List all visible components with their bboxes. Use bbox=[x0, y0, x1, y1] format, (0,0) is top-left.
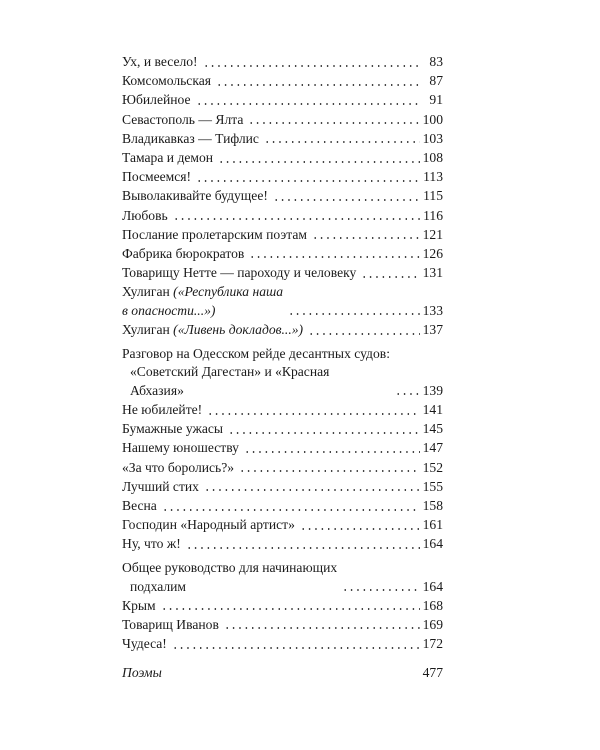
toc-entry bbox=[122, 130, 443, 149]
toc-entry bbox=[122, 168, 443, 187]
toc-entry-subtitle: («Ливень докладов...») bbox=[173, 322, 304, 338]
toc-entry-subtitle: («Республика наша bbox=[173, 284, 284, 300]
dot-leader bbox=[172, 646, 420, 650]
toc-entry-title: Посмеемся! bbox=[122, 169, 192, 185]
toc-entry-title: Господин «Народный артист» bbox=[122, 517, 295, 533]
toc-entry-multiline bbox=[122, 283, 443, 320]
toc-entry-title: Любовь bbox=[122, 207, 168, 223]
dot-leader bbox=[273, 198, 420, 202]
toc-entry-title: Хулиган bbox=[122, 284, 170, 300]
dot-leader bbox=[308, 332, 420, 336]
toc-entry-page: 133 bbox=[422, 302, 443, 318]
dot-leader bbox=[186, 546, 420, 550]
toc-entry-title: Фабрика бюрократов bbox=[122, 245, 245, 261]
toc-entry bbox=[122, 516, 443, 535]
toc-entry-title-block bbox=[122, 283, 283, 320]
toc-entry bbox=[122, 53, 443, 72]
toc-entry-page: 152 bbox=[422, 459, 443, 475]
dot-leader bbox=[300, 527, 420, 531]
toc-entry-line: Общее руководство для начинающих bbox=[122, 559, 338, 575]
toc-entry bbox=[122, 321, 443, 340]
toc-entry-title: Юбилейное bbox=[122, 92, 191, 108]
toc-entry bbox=[122, 616, 443, 635]
dot-leader bbox=[249, 255, 419, 259]
toc-entry-title: Товарищ Иванов bbox=[122, 616, 219, 632]
toc-entry-title: Товарищу Нетте — пароходу и человеку bbox=[122, 265, 357, 281]
dot-leader bbox=[342, 588, 419, 592]
toc-entry-title: Комсомольская bbox=[122, 73, 212, 89]
toc-entry bbox=[122, 111, 443, 130]
toc-entry-title: Владикавказ — Тифлис bbox=[122, 130, 259, 146]
toc-entry-line bbox=[122, 283, 283, 302]
toc-entry-page: 164 bbox=[422, 536, 443, 552]
toc-entry bbox=[122, 478, 443, 497]
toc-entry-title-block bbox=[122, 345, 390, 401]
toc-entry-line: Абхазия» bbox=[130, 382, 184, 398]
toc-entry-page: 141 bbox=[422, 402, 443, 417]
toc-entry-page: 147 bbox=[422, 440, 443, 456]
toc-entry-title-block bbox=[122, 321, 303, 340]
toc-entry-title: Нашему юношеству bbox=[122, 440, 239, 456]
dot-leader bbox=[239, 469, 420, 473]
toc-entry-page: 131 bbox=[422, 265, 443, 281]
dot-leader bbox=[224, 626, 420, 630]
toc-entry-page: 164 bbox=[422, 578, 443, 594]
toc-entry-page: 169 bbox=[422, 616, 443, 632]
toc-entry-page: 172 bbox=[422, 636, 443, 652]
toc-entry-title: Чудеса! bbox=[122, 636, 167, 652]
toc-entry-line: «Советский Дагестан» и «Красная bbox=[130, 364, 330, 380]
toc-entry bbox=[122, 535, 443, 554]
dot-leader bbox=[204, 488, 420, 492]
dot-leader bbox=[228, 431, 420, 435]
dot-leader bbox=[312, 236, 420, 240]
toc-entry-page: 103 bbox=[422, 130, 443, 146]
dot-leader bbox=[203, 64, 422, 68]
toc-entry-page: 113 bbox=[423, 169, 443, 185]
toc-entry bbox=[122, 597, 443, 616]
dot-leader bbox=[196, 179, 420, 183]
toc-entry-page: 145 bbox=[422, 421, 443, 437]
toc-entry-page: 161 bbox=[422, 517, 443, 533]
dot-leader bbox=[264, 140, 420, 144]
dot-leader bbox=[207, 412, 419, 416]
toc-entry bbox=[122, 207, 443, 226]
toc-entry-title: Крым bbox=[122, 597, 156, 613]
toc-entry bbox=[122, 245, 443, 264]
toc-entry-page: 83 bbox=[429, 54, 443, 69]
toc-entry-title: Лучший стих bbox=[122, 478, 199, 494]
dot-leader bbox=[216, 83, 422, 87]
toc-entry-title: Тамара и демон bbox=[122, 149, 214, 165]
table-of-contents bbox=[122, 53, 443, 654]
running-footer-section: Поэмы bbox=[122, 665, 162, 680]
toc-entry-title-block bbox=[122, 559, 337, 596]
toc-entry bbox=[122, 420, 443, 439]
toc-entry-title: Ух, и весело! bbox=[122, 54, 198, 69]
toc-entry-page: 87 bbox=[429, 73, 443, 89]
toc-entry-title: Не юбилейте! bbox=[122, 402, 203, 417]
toc-entry bbox=[122, 264, 443, 283]
toc-entry-page: 108 bbox=[422, 149, 443, 165]
toc-entry-title: Послание пролетарским поэтам bbox=[122, 226, 307, 242]
page-number: 477 bbox=[422, 665, 443, 680]
toc-entry-page: 155 bbox=[422, 478, 443, 494]
toc-entry-title: «За что боролись?» bbox=[122, 459, 235, 475]
toc-entry-title: Выволакивайте будущее! bbox=[122, 188, 268, 204]
toc-entry-page: 121 bbox=[422, 226, 443, 242]
toc-entry-multiline bbox=[122, 559, 443, 596]
toc-entry-page: 126 bbox=[422, 245, 443, 261]
dot-leader bbox=[161, 607, 420, 611]
toc-entry-line: Разговор на Одесском рейде десантных судов: bbox=[122, 345, 390, 361]
toc-entry bbox=[122, 72, 443, 91]
toc-entry-page: 115 bbox=[423, 188, 443, 204]
toc-entry bbox=[122, 401, 443, 420]
toc-entry-title: Весна bbox=[122, 497, 157, 513]
toc-entry-page: 158 bbox=[422, 497, 443, 513]
toc-entry-page: 100 bbox=[422, 111, 443, 127]
dot-leader bbox=[361, 275, 419, 279]
dot-leader bbox=[395, 392, 420, 396]
page-footer bbox=[122, 665, 443, 681]
dot-leader bbox=[244, 450, 420, 454]
dot-leader bbox=[173, 217, 420, 221]
toc-entry bbox=[122, 459, 443, 478]
toc-entry-title: Хулиган bbox=[122, 322, 170, 338]
toc-entry-title: Бумажные ужасы bbox=[122, 421, 224, 437]
toc-entry-page: 137 bbox=[422, 322, 443, 338]
toc-entry bbox=[122, 226, 443, 245]
toc-entry-title: Ну, что ж! bbox=[122, 536, 181, 552]
dot-leader bbox=[288, 312, 420, 316]
toc-entry-page: 91 bbox=[429, 92, 443, 108]
dot-leader bbox=[196, 102, 422, 106]
dot-leader bbox=[162, 508, 420, 512]
toc-entry bbox=[122, 497, 443, 516]
toc-entry-line: подхалим bbox=[130, 578, 187, 594]
toc-entry-page: 139 bbox=[422, 382, 443, 398]
toc-entry-multiline bbox=[122, 345, 443, 401]
dot-leader bbox=[248, 121, 419, 125]
toc-entry-page: 116 bbox=[423, 207, 443, 223]
toc-entry-subtitle-continued: в опасности...») bbox=[122, 302, 216, 318]
toc-entry-page: 168 bbox=[422, 597, 443, 613]
toc-entry bbox=[122, 635, 443, 654]
toc-entry-title: Севастополь — Ялта bbox=[122, 111, 244, 127]
toc-entry bbox=[122, 149, 443, 168]
toc-entry bbox=[122, 187, 443, 206]
toc-entry bbox=[122, 91, 443, 110]
dot-leader bbox=[218, 160, 420, 164]
toc-entry bbox=[122, 439, 443, 458]
